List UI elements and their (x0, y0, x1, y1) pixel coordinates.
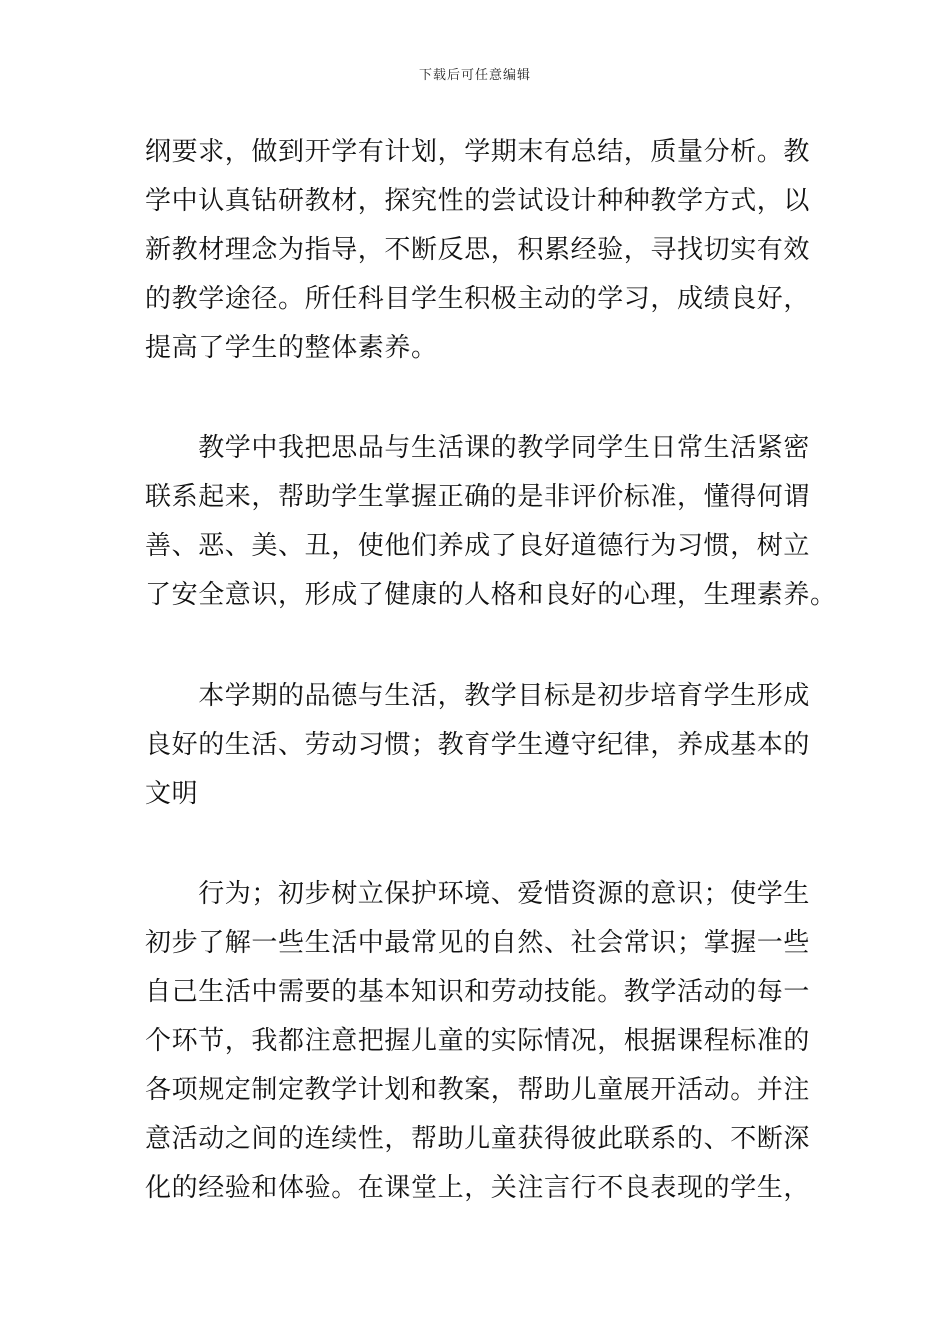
paragraph-line: 教学中我把思品与生活课的教学同学生日常生活紧密 (145, 433, 811, 463)
paragraph-line: 行为；初步树立保护环境、爱惜资源的意识；使学生 (145, 879, 811, 909)
paragraph-line: 自己生活中需要的基本知识和劳动技能。教学活动的每一 (145, 977, 811, 1007)
paragraph-2 (145, 424, 837, 620)
paragraph-line: 提高了学生的整体素养。 (145, 333, 438, 363)
paragraph-line: 化的经验和体验。在课堂上，关注言行不良表现的学生， (145, 1173, 811, 1203)
paragraph-line: 个环节，我都注意把握儿童的实际情况，根据课程标准的 (145, 1026, 811, 1056)
paragraph-line: 初步了解一些生活中最常见的自然、社会常识；掌握一些 (145, 928, 811, 958)
paragraph-line: 新教材理念为指导，不断反思，积累经验，寻找切实有效 (145, 235, 811, 265)
paragraph-line: 了安全意识，形成了健康的人格和良好的心理，生理素养。 (145, 580, 837, 610)
paragraph-line: 良好的生活、劳动习惯；教育学生遵守纪律，养成基本的 (145, 730, 811, 760)
paragraph-line: 纲要求，做到开学有计划，学期末有总结，质量分析。教 (145, 137, 811, 167)
header-note: 下载后可任意编辑 (418, 68, 531, 83)
paragraph-3 (145, 672, 810, 819)
paragraph-line: 联系起来，帮助学生掌握正确的是非评价标准，懂得何谓 (145, 482, 811, 512)
paragraph-line: 的教学途径。所任科目学生积极主动的学习，成绩良好， (145, 284, 811, 314)
paragraph-line: 意活动之间的连续性，帮助儿童获得彼此联系的、不断深 (145, 1124, 811, 1154)
paragraph-line: 善、恶、美、丑，使他们养成了良好道德行为习惯，树立 (145, 531, 811, 561)
paragraph-4 (145, 870, 810, 1213)
paragraph-line: 本学期的品德与生活，教学目标是初步培育学生形成 (145, 681, 811, 711)
paragraph-line: 文明 (145, 779, 199, 809)
paragraph-line: 学中认真钻研教材，探究性的尝试设计种种教学方式，以 (145, 186, 811, 216)
paragraph-1 (145, 128, 810, 373)
paragraph-line: 各项规定制定教学计划和教案，帮助儿童展开活动。并注 (145, 1075, 811, 1105)
